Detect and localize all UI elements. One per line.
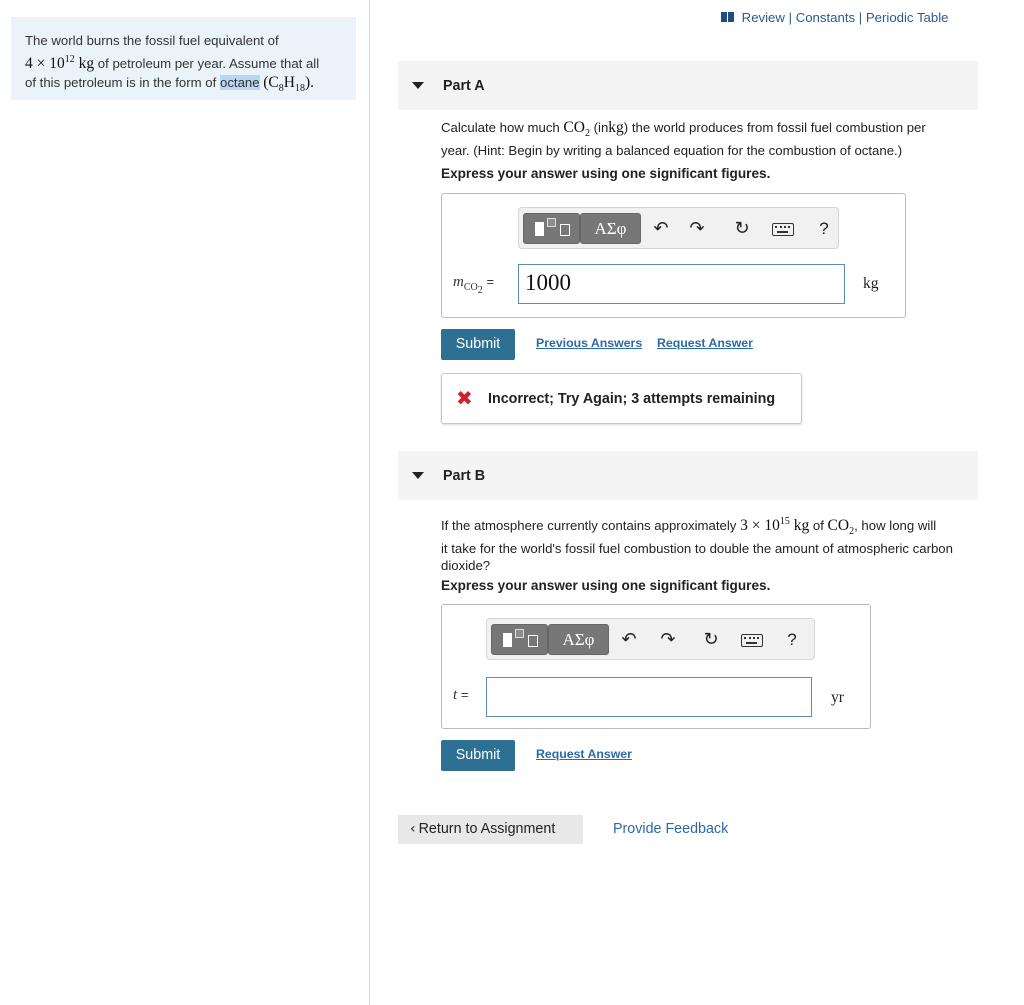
link-separator: | [788,10,793,25]
book-icon [721,12,734,22]
part-b-unit: yr [831,689,844,706]
mco2-label: $m_{CO_2}$ = [453,274,495,296]
keyboard-icon[interactable] [772,223,794,236]
top-links [721,10,948,25]
t-label: t = [453,687,469,703]
part-b-answer-input[interactable] [486,677,812,717]
problem-pane [0,0,370,1005]
part-b-question: If the atmosphere currently contains approximately $3 \times 10^{15}$ kg of $CO_2$, how long will it take for the world's fossil fuel combustion to double the amount of atmospheric carbon dioxide? [441,516,953,574]
part-b-label: Part B [443,468,486,484]
highlighted-word: octane [219,75,260,91]
reset-icon[interactable]: ↻ [703,629,719,650]
collapse-triangle-icon[interactable] [412,82,424,89]
undo-icon[interactable]: ↶ [621,629,637,650]
part-a-submit-button[interactable]: Submit [441,329,515,360]
greek-symbols-button[interactable]: ΑΣφ [580,213,641,244]
part-a-answer-box [441,193,906,318]
chevron-left-icon: ‹ [410,821,416,837]
part-b-submit-button[interactable]: Submit [441,740,515,771]
part-a-header[interactable] [398,61,978,110]
undo-icon[interactable]: ↶ [653,218,669,239]
part-a-instruction: Express your answer using one significant figures. [441,166,771,181]
return-to-assignment-button[interactable] [398,815,583,844]
part-a-answer-input[interactable]: 1000 [518,264,845,304]
redo-icon[interactable]: ↷ [660,629,676,650]
feedback-text: Incorrect; Try Again; 3 attempts remaining [488,391,776,407]
part-b-header[interactable] [398,451,978,500]
part-a-request-answer-link[interactable]: Request Answer [657,336,753,350]
templates-button[interactable] [523,213,580,244]
templates-button[interactable] [491,624,548,655]
octane-formula: $(C_8H_{18})$. [263,74,315,95]
math-toolbar [486,618,815,660]
review-link[interactable]: Review [741,10,785,25]
return-label: Return to Assignment [418,821,556,837]
part-b-instruction: Express your answer using one significant figures. [441,578,771,593]
part-a-unit: kg [863,275,879,292]
keyboard-icon[interactable] [741,634,763,647]
collapse-triangle-icon[interactable] [412,472,424,479]
feedback-message [441,373,802,424]
link-separator: | [858,10,863,25]
part-b-request-answer-link[interactable]: Request Answer [536,747,632,761]
previous-answers-link[interactable]: Previous Answers [536,336,643,350]
periodic-table-link[interactable]: Periodic Table [865,10,949,25]
part-a-question: Calculate how much $CO_2$ (inkg) the world produces from fossil fuel combustion per year. (Hint: Begin by writing a balanced equation for the combustion of octane.) [441,119,926,159]
help-icon[interactable]: ? [819,219,829,238]
problem-text-1: The world burns the fossil fuel equivalent of [25,33,279,48]
incorrect-x-icon: ✖ [456,386,473,410]
redo-icon[interactable]: ↷ [689,218,705,239]
problem-text-2: of petroleum per year. Assume that all [97,56,320,72]
problem-amount: $4 \times 10^{12}$ kg [25,54,95,73]
part-a-label: Part A [443,78,485,94]
problem-text-3: of this petroleum is in the form of [25,75,217,91]
reset-icon[interactable]: ↻ [734,218,750,239]
part-b-answer-box [441,604,871,729]
greek-symbols-button[interactable]: ΑΣφ [548,624,609,655]
math-toolbar [518,207,839,249]
constants-link[interactable]: Constants [795,10,856,25]
problem-statement [11,17,356,100]
provide-feedback-link[interactable]: Provide Feedback [613,821,729,837]
help-icon[interactable]: ? [787,630,797,649]
